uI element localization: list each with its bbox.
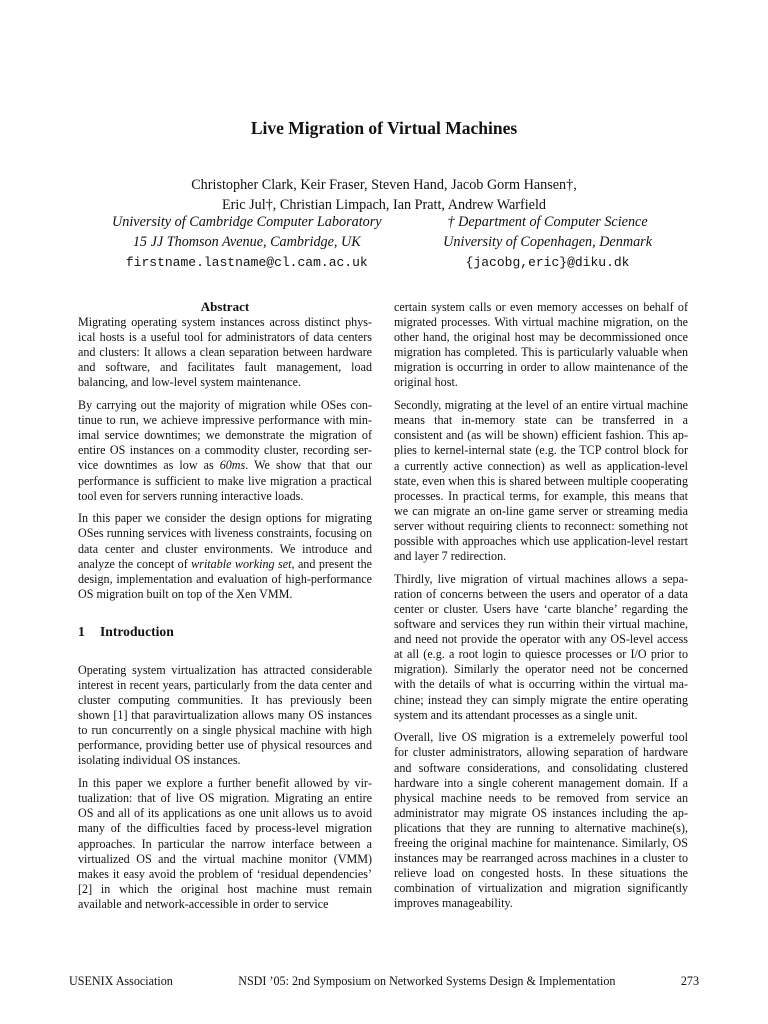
left-column bbox=[78, 298, 372, 920]
abstract-text: By carrying out the majority of migration while OSes continue to run, we achieve impressive performance with minimal service downtimes; we demonstrate the migration of entire OS instances on a commodity cluster, recording service downtimes as low as bbox=[78, 398, 372, 473]
body-paragraph: Overall, live OS migration is a extremelely powerful tool for cluster administrators, allowing separation of hardware and software considerations, and consolidating clustered hardware into a single coherent management domain. If a physical machine needs to be removed from service an administrator may migrate OS instances including the applications that they are running to alternative machine(s), freeing the original machine for maintenance. Similarly, OS instances may be rearranged across machines in a cluster to relieve load on congested hosts. In these situations the combination of virtualization and migration significantly improves manageability. bbox=[394, 730, 688, 911]
page-number: 273 bbox=[680, 974, 699, 988]
affiliation-email: {jacobg,eric}@diku.dk bbox=[465, 255, 630, 270]
section-heading-introduction bbox=[78, 624, 372, 640]
author-line-2: Eric Jul†, Christian Limpach, Ian Pratt, Andrew Warfield bbox=[221, 196, 547, 213]
body-paragraph: Thirdly, live migration of virtual machines allows a separation of concerns between the users and operator of a data center or cluster. Users have ‘carte blanche’ regarding the software and services they run within their virtual machine, and need not provide the operator with any OS-level access at all (e.g. a root login to quiesce processes or I/O prior to migration). Similarly the operator need not be concerned with the details of what is occurring within the virtual machine; instead they can simply migrate the entire operating system and its attendant processes as a single unit. bbox=[394, 571, 688, 722]
affiliation-cambridge bbox=[112, 212, 382, 273]
emphasis-term: writable working set bbox=[191, 556, 292, 571]
affiliation-institution: † Department of Computer Science bbox=[447, 214, 648, 230]
downtime-value: 60ms bbox=[219, 458, 246, 473]
page-footer bbox=[69, 974, 699, 989]
paper-title: Live Migration of Virtual Machines bbox=[250, 118, 518, 138]
abstract-paragraph: Migrating operating system instances across distinct physical hosts is a useful tool for administrators of data centers and clusters: It allows a clean separation between hardware and software, and facilitates fault management, load balancing, and low-level system maintenance. bbox=[78, 315, 372, 390]
abstract-heading: Abstract bbox=[200, 299, 250, 314]
footer-publisher: USENIX Association bbox=[69, 974, 173, 988]
body-paragraph: Secondly, migrating at the level of an entire virtual machine means that in-memory state can be transferred in a consistent and (as will be shown) efficient fashion. This applies to kernel-internal state (e.g. the TCP control block for a currently active connection) as well as application-level state, even when this is shared between multiple cooperating processes. In practical terms, for example, this means that we can migrate an on-line game server or streaming media server without requiring clients to reconnect: something not possible with approaches which use application-level restart and layer 7 redirection. bbox=[394, 398, 688, 564]
abstract-text: . We show that that our performance is sufficient to make live migration a practical tool even for servers running interactive loads. bbox=[78, 458, 372, 503]
affiliations bbox=[112, 212, 652, 273]
affiliation-copenhagen bbox=[443, 212, 652, 273]
intro-paragraph: In this paper we explore a further benefit allowed by virtualization: that of live OS migration. Migrating an entire OS and all of its applications as one unit allows us to avoid many of the difficulties faced by process-level migration approaches. In particular the narrow interface between a virtualized OS and the virtual machine monitor (VMM) makes it easy avoid the problem of ‘residual dependencies’ [2] in which the original host machine must remain available and network-accessible in order to service bbox=[78, 776, 372, 911]
abstract-text: , and present the design, implementation and evaluation of high-performance OS migration built on top of the Xen VMM. bbox=[78, 556, 372, 601]
footer-conference: NSDI ’05: 2nd Symposium on Networked Systems Design & Implementation bbox=[238, 974, 616, 988]
author-list bbox=[0, 176, 768, 215]
author-line-1: Christopher Clark, Keir Fraser, Steven Hand, Jacob Gorm Hansen†, bbox=[191, 177, 577, 193]
body-paragraph: certain system calls or even memory accesses on behalf of migrated processes. With virtual machine migration, on the other hand, the original host may be decommissioned once migration has completed. This is particularly valuable when migration is occurring in order to allow maintenance of the original host. bbox=[394, 300, 688, 390]
abstract-text: In this paper we consider the design options for migrating OSes running services with liveness constraints, focusing on data center and cluster environments. We introduce and analyze the concept of bbox=[78, 511, 372, 571]
abstract-paragraph bbox=[78, 398, 372, 504]
affiliation-address: University of Copenhagen, Denmark bbox=[443, 234, 652, 250]
section-number: 1 bbox=[78, 623, 85, 639]
abstract-paragraph bbox=[78, 511, 372, 602]
section-title: Introduction bbox=[100, 623, 174, 639]
affiliation-email: firstname.lastname@cl.cam.ac.uk bbox=[125, 255, 368, 270]
affiliation-institution: University of Cambridge Computer Laboratory bbox=[112, 214, 382, 230]
right-column bbox=[394, 300, 688, 919]
intro-paragraph: Operating system virtualization has attracted considerable interest in recent years, particularly from the data center and cluster computing communities. It has previously been shown [1] that paravirtualization allows many OS instances to run concurrently on a single physical machine with high performance, providing better use of physical resources and isolating individual OS instances. bbox=[78, 662, 372, 768]
affiliation-address: 15 JJ Thomson Avenue, Cambridge, UK bbox=[132, 234, 361, 250]
